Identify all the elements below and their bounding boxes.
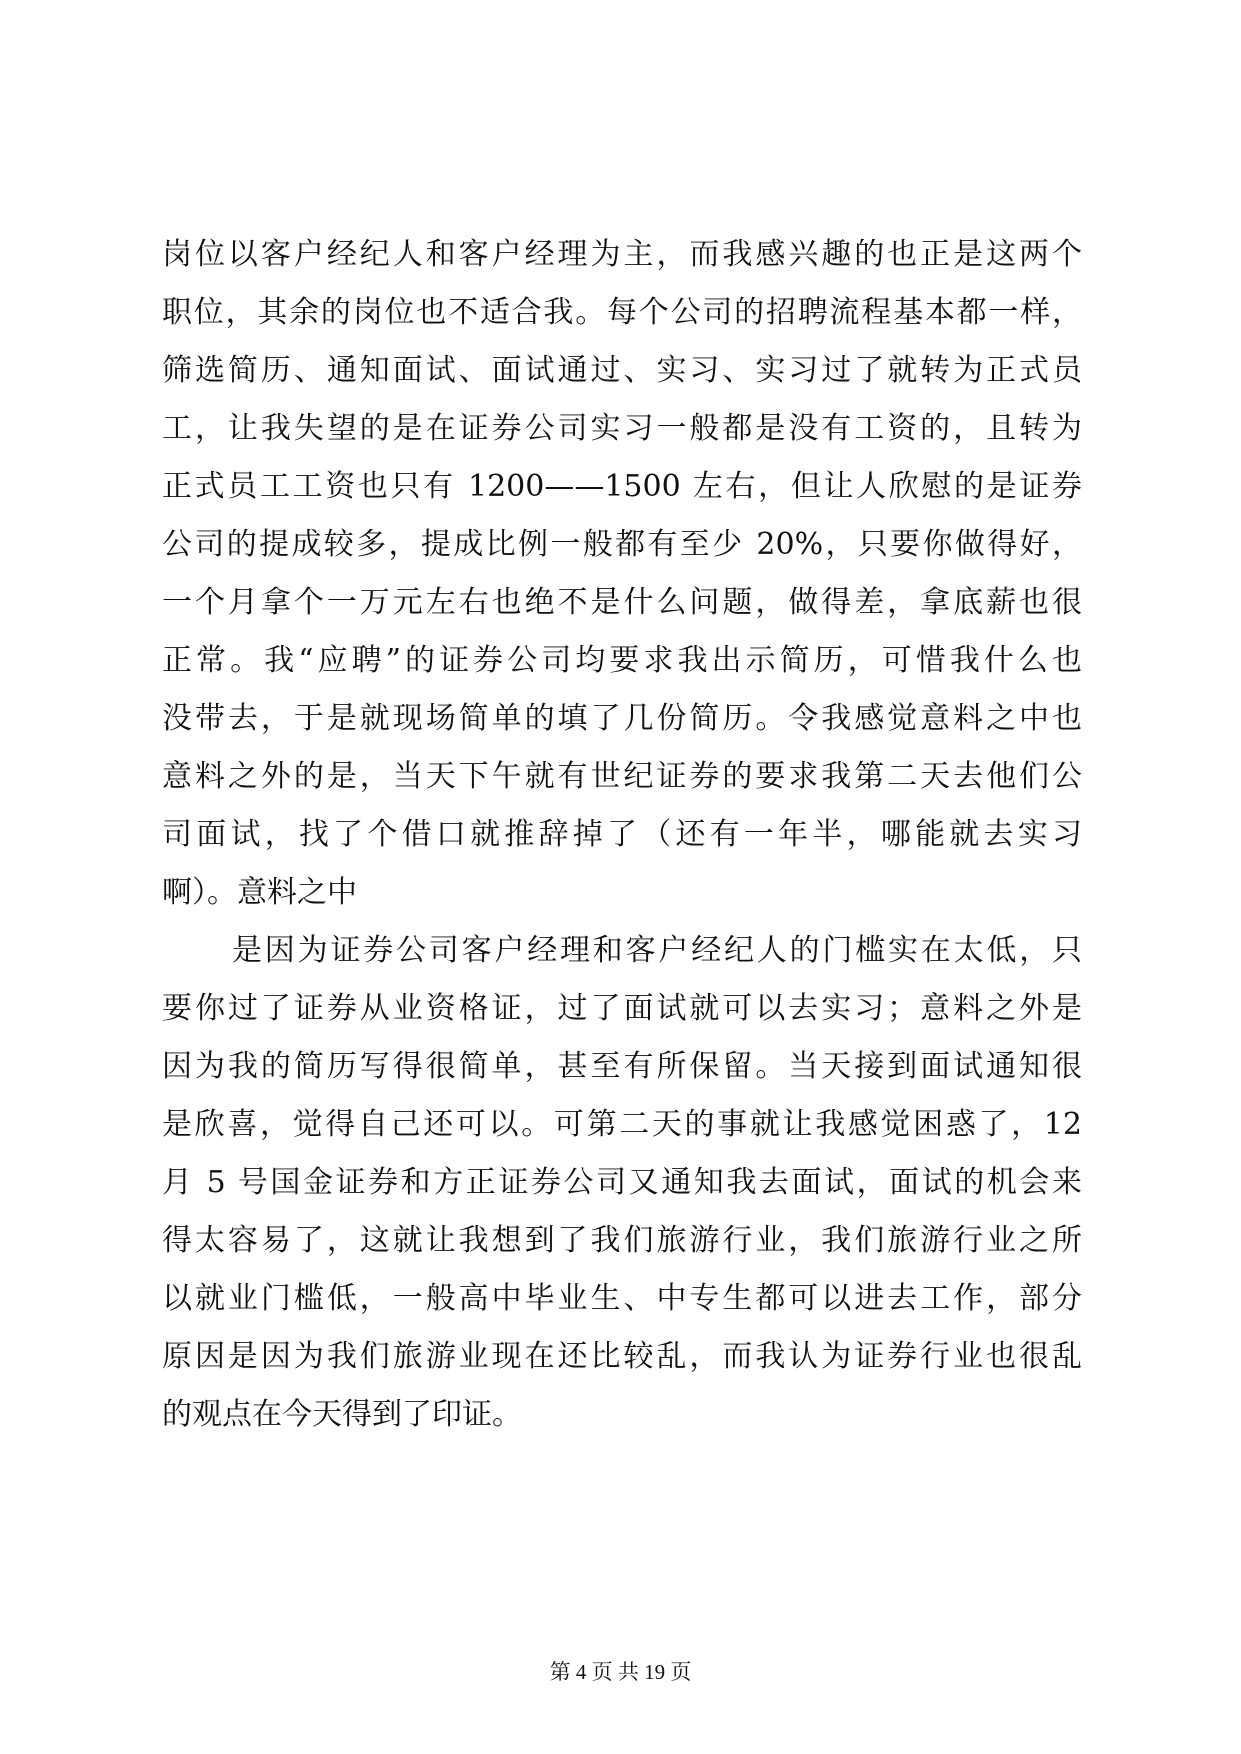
text-line: 筛选简历、通知面试、面试通过、实习、实习过了就转为正式员	[162, 353, 1082, 388]
text-line: 一个月拿个一万元左右也绝不是什么问题，做得差，拿底薪也很	[162, 585, 1082, 620]
text-line: 的观点在今天得到了印证。	[162, 1397, 522, 1432]
text-line: 正常。我“应聘”的证券公司均要求我出示简历，可惜我什么也	[162, 643, 1082, 678]
text-line: 意料之外的是，当天下午就有世纪证券的要求我第二天去他们公	[162, 759, 1082, 794]
text-line: 岗位以客户经纪人和客户经理为主，而我感兴趣的也正是这两个	[162, 237, 1082, 272]
text-line: 司面试，找了个借口就推辞掉了（还有一年半，哪能就去实习	[162, 817, 1082, 852]
paragraph-2	[162, 922, 1082, 1444]
text-line: 得太容易了，这就让我想到了我们旅游行业，我们旅游行业之所	[162, 1223, 1082, 1258]
text-line: 职位，其余的岗位也不适合我。每个公司的招聘流程基本都一样，	[162, 295, 1082, 330]
text-line: 正式员工工资也只有 1200——1500 左右，但让人欣慰的是证券	[162, 469, 1082, 504]
text-line: 月 5 号国金证券和方正证券公司又通知我去面试，面试的机会来	[162, 1165, 1082, 1200]
text-line: 要你过了证券从业资格证，过了面试就可以去实习；意料之外是	[162, 991, 1082, 1026]
text-line: 因为我的简历写得很简单，甚至有所保留。当天接到面试通知很	[162, 1049, 1082, 1084]
text-line: 以就业门槛低，一般高中毕业生、中专生都可以进去工作，部分	[162, 1281, 1082, 1316]
text-line: 原因是因为我们旅游业现在还比较乱，而我认为证券行业也很乱	[162, 1339, 1082, 1374]
text-line: 啊）。意料之中	[162, 875, 357, 910]
body-text	[162, 226, 1082, 1444]
text-line: 是因为证券公司客户经理和客户经纪人的门槛实在太低，只	[232, 933, 1082, 968]
page-number-footer: 第 4 页 共 19 页	[549, 1660, 692, 1684]
text-line: 是欣喜，觉得自己还可以。可第二天的事就让我感觉困惑了，12	[162, 1107, 1082, 1142]
text-line: 没带去，于是就现场简单的填了几份简历。令我感觉意料之中也	[162, 701, 1082, 736]
text-line: 公司的提成较多，提成比例一般都有至少 20%，只要你做得好，	[162, 527, 1082, 562]
paragraph-1	[162, 226, 1082, 922]
text-line: 工，让我失望的是在证券公司实习一般都是没有工资的，且转为	[162, 411, 1082, 446]
